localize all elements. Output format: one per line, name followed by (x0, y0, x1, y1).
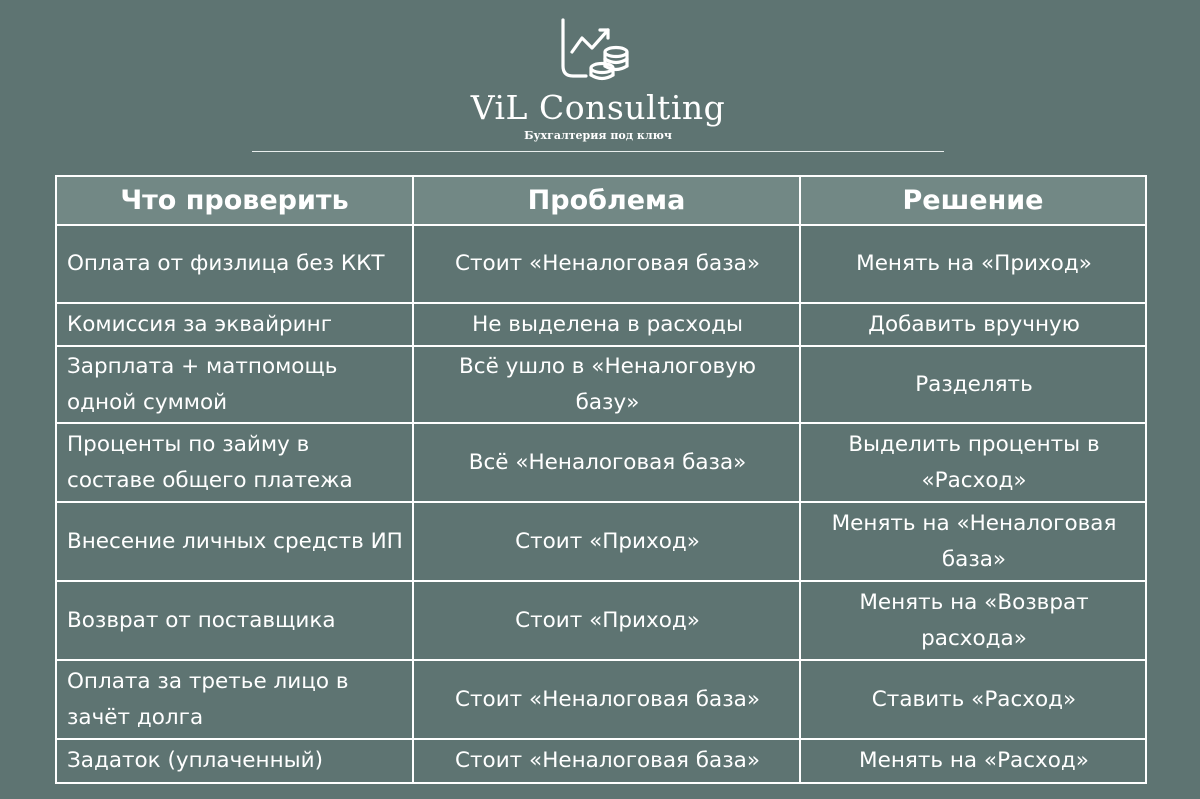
brand-tagline: Бухгалтерия под ключ (524, 129, 672, 142)
cell-solution: Ставить «Расход» (800, 660, 1146, 739)
table-row (56, 423, 1146, 502)
cell-solution: Разделять (800, 346, 1146, 423)
cell-check: Комиссия за эквайринг (56, 303, 413, 346)
brand-divider (252, 151, 944, 152)
cell-check: Оплата от физлица без ККТ (56, 225, 413, 303)
cell-solution: Выделить проценты в «Расход» (800, 423, 1146, 502)
header-problem: Проблема (413, 176, 800, 225)
cell-solution: Менять на «Возврат расхода» (800, 581, 1146, 660)
table-row (56, 303, 1146, 346)
brand-logo (0, 0, 1200, 160)
cell-check: Задаток (уплаченный) (56, 739, 413, 783)
cell-problem: Всё «Неналоговая база» (413, 423, 800, 502)
cell-problem: Всё ушло в «Неналоговую базу» (413, 346, 800, 423)
table-row (56, 502, 1146, 581)
table-row (56, 225, 1146, 303)
cell-check: Проценты по займу в составе общего платежа (56, 423, 413, 502)
cell-solution: Добавить вручную (800, 303, 1146, 346)
table-header-row (56, 176, 1146, 225)
table-row (56, 660, 1146, 739)
cell-problem: Стоит «Приход» (413, 502, 800, 581)
cell-problem: Стоит «Неналоговая база» (413, 660, 800, 739)
cell-solution: Менять на «Расход» (800, 739, 1146, 783)
cell-check: Возврат от поставщика (56, 581, 413, 660)
cell-solution: Менять на «Приход» (800, 225, 1146, 303)
cell-problem: Стоит «Неналоговая база» (413, 225, 800, 303)
header-solution: Решение (800, 176, 1146, 225)
chart-coins-icon (556, 16, 636, 86)
cell-check: Оплата за третье лицо в зачёт долга (56, 660, 413, 739)
header-check: Что проверить (56, 176, 413, 225)
cell-problem: Не выделена в расходы (413, 303, 800, 346)
checklist-table (55, 175, 1147, 784)
table-row (56, 739, 1146, 783)
table-row (56, 346, 1146, 423)
cell-solution: Менять на «Неналоговая база» (800, 502, 1146, 581)
brand-name: ViL Consulting (470, 88, 726, 127)
table-row (56, 581, 1146, 660)
cell-check: Зарплата + матпомощь одной суммой (56, 346, 413, 423)
cell-check: Внесение личных средств ИП (56, 502, 413, 581)
cell-problem: Стоит «Неналоговая база» (413, 739, 800, 783)
cell-problem: Стоит «Приход» (413, 581, 800, 660)
